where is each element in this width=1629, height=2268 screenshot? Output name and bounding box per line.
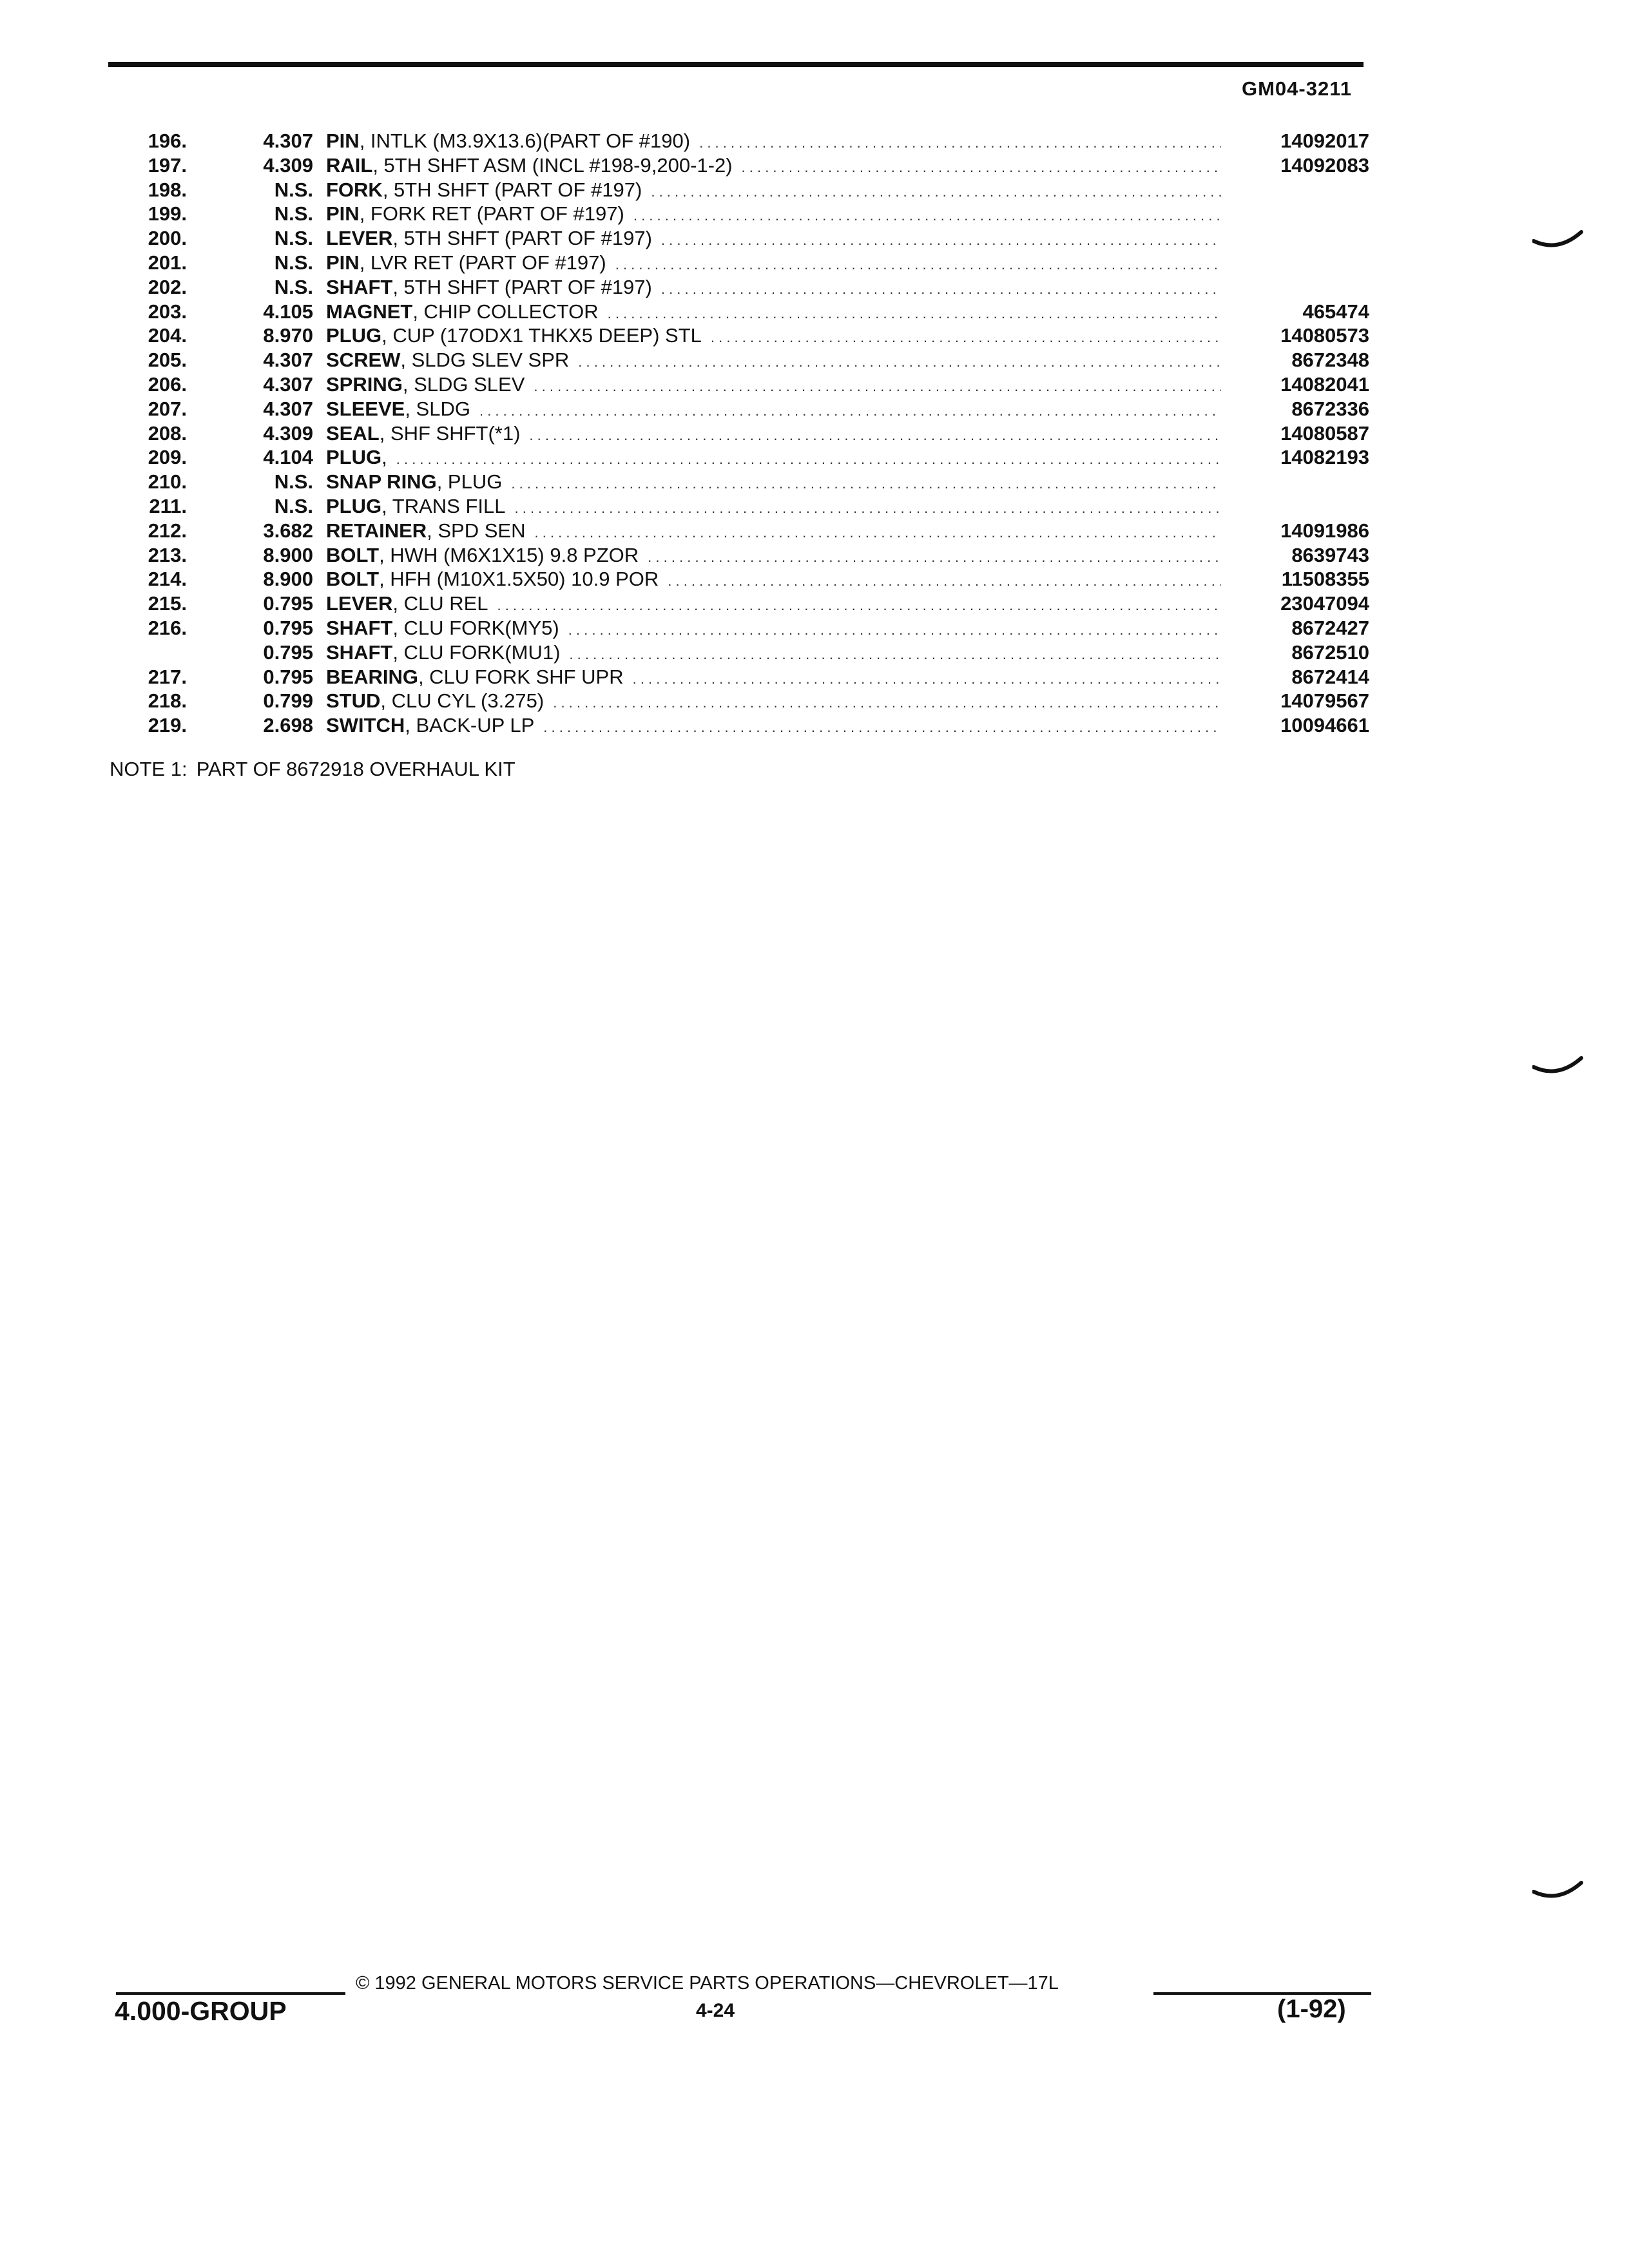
dot-leader <box>511 470 1221 496</box>
part-name: SNAP RING <box>326 470 437 494</box>
dot-leader <box>668 567 1221 593</box>
group-number: N.S. <box>274 275 313 298</box>
part-number: 14080573 <box>1280 324 1369 347</box>
part-detail: , CLU FORK(MY5) <box>392 616 559 639</box>
part-description <box>326 323 1221 350</box>
part-description <box>326 226 1221 253</box>
document-code: GM04-3211 <box>1242 77 1352 100</box>
part-detail: , CUP (17ODX1 THKX5 DEEP) STL <box>381 324 702 347</box>
item-index: 198. <box>148 178 187 201</box>
part-description <box>326 567 1221 593</box>
part-name: PIN <box>326 130 360 152</box>
copyright-line: © 1992 GENERAL MOTORS SERVICE PARTS OPERATIONS—CHEVROLET—17L <box>356 1973 1059 1994</box>
part-description <box>326 494 1221 521</box>
part-name: SCREW <box>326 349 401 372</box>
dot-leader <box>699 129 1221 155</box>
part-number: 14080587 <box>1280 421 1369 445</box>
part-detail: , LVR RET (PART OF #197) <box>359 251 606 274</box>
part-description <box>326 300 1221 326</box>
part-detail: , SPD SEN <box>427 519 526 542</box>
group-number: 0.795 <box>263 592 313 615</box>
part-detail: , SLDG <box>405 397 470 420</box>
dot-leader <box>479 397 1221 423</box>
group-number: N.S. <box>274 251 313 274</box>
part-name: SLEEVE <box>326 397 405 420</box>
dot-leader <box>608 300 1221 326</box>
part-detail: , SLDG SLEV SPR <box>400 349 570 372</box>
item-index: 209. <box>148 446 187 469</box>
part-name: SPRING <box>326 372 403 396</box>
part-description <box>326 470 1221 496</box>
part-description <box>326 372 1221 399</box>
item-index: 215. <box>148 592 187 615</box>
group-number: N.S. <box>274 470 313 494</box>
parts-row <box>129 591 1369 616</box>
group-label: 4.000-GROUP <box>115 1996 287 2026</box>
item-index: 216. <box>148 616 187 639</box>
part-detail: , PLUG <box>436 470 503 494</box>
part-description <box>326 421 1221 448</box>
parts-row <box>129 470 1369 494</box>
part-name: BEARING <box>326 665 418 688</box>
part-number: 14092017 <box>1280 130 1369 152</box>
date-code: (1-92) <box>1277 1995 1346 2023</box>
dot-leader <box>534 372 1221 399</box>
part-detail: , HFH (M10X1.5X50) 10.9 POR <box>379 568 659 591</box>
parts-row <box>129 665 1369 689</box>
group-number: 4.309 <box>263 421 313 445</box>
group-number: 4.104 <box>263 446 313 469</box>
part-detail: , BACK-UP LP <box>405 714 535 737</box>
parts-row <box>129 445 1369 470</box>
part-number: 8672348 <box>1291 349 1369 372</box>
item-index: 206. <box>148 372 187 396</box>
group-number: 3.682 <box>263 519 313 542</box>
part-detail: , SLDG SLEV <box>402 372 525 396</box>
part-name: SEAL <box>326 421 380 445</box>
dot-leader <box>711 323 1221 350</box>
dot-leader <box>651 178 1221 204</box>
parts-row <box>129 129 1369 153</box>
part-number: 8672414 <box>1291 665 1369 688</box>
group-number: N.S. <box>274 178 313 201</box>
footnote-label: NOTE 1: <box>110 758 188 780</box>
part-detail: , TRANS FILL <box>381 494 506 517</box>
parts-row <box>129 397 1369 421</box>
group-number: 4.309 <box>263 153 313 177</box>
parts-row <box>129 640 1369 665</box>
part-detail: , 5TH SHFT (PART OF #197) <box>382 178 642 201</box>
parts-row <box>129 372 1369 397</box>
dot-leader <box>633 202 1221 228</box>
parts-row <box>129 567 1369 591</box>
group-number: 4.307 <box>263 372 313 396</box>
dot-leader <box>529 421 1221 448</box>
group-number: N.S. <box>274 202 313 226</box>
parts-row <box>129 616 1369 640</box>
binder-hole-mark-top <box>1532 224 1584 250</box>
binder-hole-mark-middle <box>1532 1050 1584 1076</box>
part-name: STUD <box>326 689 381 713</box>
item-index: 205. <box>148 349 187 372</box>
item-index: 196. <box>148 130 187 152</box>
part-detail: , SHF SHFT(*1) <box>379 421 521 445</box>
footnote <box>110 758 516 781</box>
part-description <box>326 543 1221 570</box>
item-index: 207. <box>148 397 187 420</box>
part-detail: , 5TH SHFT (PART OF #197) <box>392 275 652 298</box>
item-index: 214. <box>148 568 187 591</box>
group-number: 0.795 <box>263 616 313 639</box>
dot-leader <box>497 591 1221 618</box>
part-description <box>326 713 1221 740</box>
part-detail: , CLU CYL (3.275) <box>380 689 545 713</box>
header-rule <box>108 62 1364 67</box>
group-number: N.S. <box>274 494 313 517</box>
part-number: 23047094 <box>1280 592 1369 615</box>
item-index: 202. <box>148 275 187 298</box>
binder-hole-mark-bottom <box>1532 1875 1584 1901</box>
part-description <box>326 348 1221 374</box>
item-index: 213. <box>148 543 187 566</box>
part-name: BOLT <box>326 568 380 591</box>
dot-leader <box>633 665 1221 691</box>
part-number: 8639743 <box>1291 543 1369 566</box>
item-index: 201. <box>148 251 187 274</box>
item-index: 204. <box>148 324 187 347</box>
page-number: 4-24 <box>696 2000 735 2021</box>
part-name: PLUG <box>326 494 382 517</box>
parts-row <box>129 202 1369 226</box>
parts-row <box>129 689 1369 713</box>
footer-rule-left <box>116 1992 345 1995</box>
dot-leader <box>569 640 1221 667</box>
group-number: 8.900 <box>263 568 313 591</box>
item-index: 212. <box>148 519 187 542</box>
parts-row <box>129 275 1369 300</box>
dot-leader <box>515 494 1222 521</box>
part-name: PIN <box>326 251 360 274</box>
part-detail: , 5TH SHFT ASM (INCL #198-9,200-1-2) <box>372 153 733 177</box>
part-description <box>326 445 1221 472</box>
part-detail: , <box>381 446 387 469</box>
item-index: 211. <box>149 494 187 517</box>
part-name: LEVER <box>326 227 393 250</box>
part-name: RAIL <box>326 153 373 177</box>
dot-leader <box>534 519 1221 545</box>
group-number: 4.105 <box>263 300 313 323</box>
item-index: 203. <box>148 300 187 323</box>
part-name: SHAFT <box>326 640 393 664</box>
dot-leader <box>661 226 1221 253</box>
part-number: 8672427 <box>1291 616 1369 639</box>
dot-leader <box>661 275 1221 302</box>
dot-leader <box>568 616 1221 642</box>
parts-row <box>129 713 1369 738</box>
dot-leader <box>615 251 1221 277</box>
group-number: N.S. <box>274 227 313 250</box>
group-number: 0.795 <box>263 665 313 688</box>
part-name: SHAFT <box>326 616 393 639</box>
part-name: PLUG <box>326 324 382 347</box>
item-index: 218. <box>148 689 187 713</box>
footnote-text: PART OF 8672918 OVERHAUL KIT <box>196 758 516 780</box>
part-name: RETAINER <box>326 519 427 542</box>
part-name: BOLT <box>326 543 380 566</box>
part-detail: , CHIP COLLECTOR <box>412 300 599 323</box>
parts-row <box>129 543 1369 568</box>
part-description <box>326 519 1221 545</box>
dot-leader <box>648 543 1221 570</box>
group-number: 4.307 <box>263 397 313 420</box>
part-description <box>326 665 1221 691</box>
dot-leader <box>742 153 1221 180</box>
parts-row <box>129 421 1369 446</box>
part-number: 465474 <box>1302 300 1369 323</box>
group-number: 8.900 <box>263 543 313 566</box>
part-number: 14082041 <box>1280 372 1369 396</box>
part-name: MAGNET <box>326 300 413 323</box>
part-detail: , CLU FORK SHF UPR <box>418 665 624 688</box>
item-index: 210. <box>148 470 187 494</box>
part-description <box>326 153 1221 180</box>
part-description <box>326 275 1221 302</box>
dot-leader <box>543 713 1221 740</box>
item-index: 217. <box>148 665 187 688</box>
part-description <box>326 202 1221 228</box>
part-description <box>326 397 1221 423</box>
dot-leader <box>578 348 1221 374</box>
part-number: 8672336 <box>1291 397 1369 420</box>
part-name: PLUG <box>326 446 382 469</box>
part-description <box>326 129 1221 155</box>
group-number: 0.795 <box>263 640 313 664</box>
part-name: PIN <box>326 202 360 226</box>
part-description <box>326 178 1221 204</box>
parts-row <box>129 323 1369 348</box>
part-number: 14092083 <box>1280 153 1369 177</box>
part-detail: , FORK RET (PART OF #197) <box>359 202 624 226</box>
part-description <box>326 616 1221 642</box>
group-number: 4.307 <box>263 130 313 152</box>
dot-leader <box>553 689 1221 715</box>
group-number: 0.799 <box>263 689 313 713</box>
item-index: 208. <box>148 421 187 445</box>
part-detail: , CLU FORK(MU1) <box>392 640 561 664</box>
item-index: 200. <box>148 227 187 250</box>
item-index: 199. <box>148 202 187 226</box>
part-description <box>326 689 1221 715</box>
parts-row <box>129 348 1369 372</box>
part-number: 10094661 <box>1280 714 1369 737</box>
parts-row <box>129 153 1369 178</box>
parts-row <box>129 519 1369 543</box>
part-number: 11508355 <box>1281 568 1369 591</box>
parts-row <box>129 494 1369 519</box>
part-number: 8672510 <box>1291 640 1369 664</box>
part-description <box>326 251 1221 277</box>
part-number: 14079567 <box>1280 689 1369 713</box>
part-name: SHAFT <box>326 275 393 298</box>
part-number: 14082193 <box>1280 446 1369 469</box>
group-number: 4.307 <box>263 349 313 372</box>
part-name: FORK <box>326 178 383 201</box>
part-name: LEVER <box>326 592 393 615</box>
group-number: 2.698 <box>263 714 313 737</box>
parts-row <box>129 300 1369 324</box>
parts-row <box>129 226 1369 251</box>
item-index: 197. <box>148 153 187 177</box>
part-description <box>326 640 1221 667</box>
parts-row <box>129 251 1369 275</box>
part-description <box>326 591 1221 618</box>
parts-row <box>129 178 1369 202</box>
dot-leader <box>396 445 1221 472</box>
part-detail: , 5TH SHFT (PART OF #197) <box>392 227 652 250</box>
part-detail: , INTLK (M3.9X13.6)(PART OF #190) <box>359 130 691 152</box>
item-index: 219. <box>148 714 187 737</box>
part-detail: , CLU REL <box>392 592 488 615</box>
parts-list <box>129 129 1369 738</box>
part-name: SWITCH <box>326 714 405 737</box>
part-detail: , HWH (M6X1X15) 9.8 PZOR <box>379 543 639 566</box>
group-number: 8.970 <box>263 324 313 347</box>
part-number: 14091986 <box>1280 519 1369 542</box>
